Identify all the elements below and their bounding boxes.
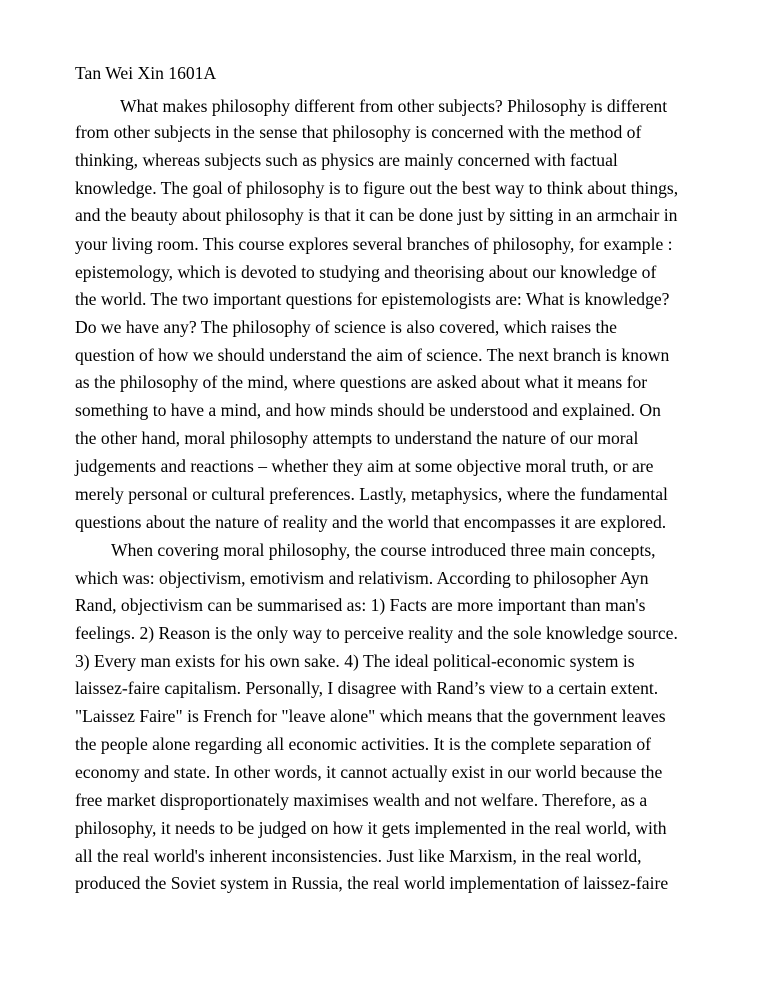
paragraph-1-line-15: merely personal or cultural preferences. Lastly, metaphysics, where the fundamental	[75, 484, 668, 504]
paragraph-2-line-5: 3) Every man exists for his own sake. 4) The ideal political-economic system is	[75, 651, 635, 671]
paragraph-2-line-8: the people alone regarding all economic activities. It is the complete separation of	[75, 734, 651, 754]
paragraph-2-line-12: all the real world's inherent inconsistencies. Just like Marxism, in the real world,	[75, 846, 642, 866]
paragraph-1-line-1: What makes philosophy different from other subjects? Philosophy is different	[120, 96, 668, 116]
paragraph-1-line-14: judgements and reactions – whether they aim at some objective moral truth, or are	[75, 456, 654, 476]
paragraph-1-line-4: knowledge. The goal of philosophy is to figure out the best way to think about things,	[75, 178, 679, 198]
paragraph-2-line-6: laissez-faire capitalism. Personally, I disagree with Rand’s view to a certain extent.	[75, 678, 659, 698]
paragraph-1-line-12: something to have a mind, and how minds should be understood and explained. On	[75, 400, 661, 420]
paragraph-2-line-2: which was: objectivism, emotivism and relativism. According to philosopher Ayn	[75, 568, 649, 588]
author-line: Tan Wei Xin 1601A	[75, 63, 217, 83]
paragraph-2-line-13: produced the Soviet system in Russia, the real world implementation of laissez-faire	[75, 873, 669, 893]
paragraph-1-line-11: as the philosophy of the mind, where questions are asked about what it means for	[75, 372, 648, 392]
paragraph-2-line-4: feelings. 2) Reason is the only way to perceive reality and the sole knowledge source.	[75, 623, 678, 643]
paragraph-1-line-16: questions about the nature of reality and the world that encompasses it are explored.	[75, 512, 667, 532]
paragraph-1-line-5: and the beauty about philosophy is that it can be done just by sitting in an armchair in	[75, 205, 678, 225]
paragraph-1-line-8: the world. The two important questions for epistemologists are: What is knowledge?	[75, 289, 670, 309]
paragraph-1-line-2: from other subjects in the sense that philosophy is concerned with the method of	[75, 122, 642, 142]
paragraph-2-line-9: economy and state. In other words, it cannot actually exist in our world because the	[75, 762, 663, 782]
paragraph-2-line-3: Rand, objectivism can be summarised as: 1) Facts are more important than man's	[75, 595, 646, 615]
paragraph-1-line-3: thinking, whereas subjects such as physics are mainly concerned with factual	[75, 150, 618, 170]
paragraph-1-line-13: the other hand, moral philosophy attempts to understand the nature of our moral	[75, 428, 639, 448]
paragraph-2-line-1: When covering moral philosophy, the course introduced three main concepts,	[111, 540, 656, 560]
paragraph-1-line-6: your living room. This course explores several branches of philosophy, for example :	[75, 234, 673, 254]
paragraph-1-line-9: Do we have any? The philosophy of science is also covered, which raises the	[75, 317, 617, 337]
paragraph-2-line-7: "Laissez Faire" is French for "leave alone" which means that the government leaves	[75, 706, 666, 726]
paragraph-2-line-11: philosophy, it needs to be judged on how it gets implemented in the real world, with	[75, 818, 667, 838]
paragraph-2-line-10: free market disproportionately maximises wealth and not welfare. Therefore, as a	[75, 790, 648, 810]
paragraph-1-line-7: epistemology, which is devoted to studying and theorising about our knowledge of	[75, 262, 657, 282]
paragraph-1-line-10: question of how we should understand the aim of science. The next branch is known	[75, 345, 670, 365]
